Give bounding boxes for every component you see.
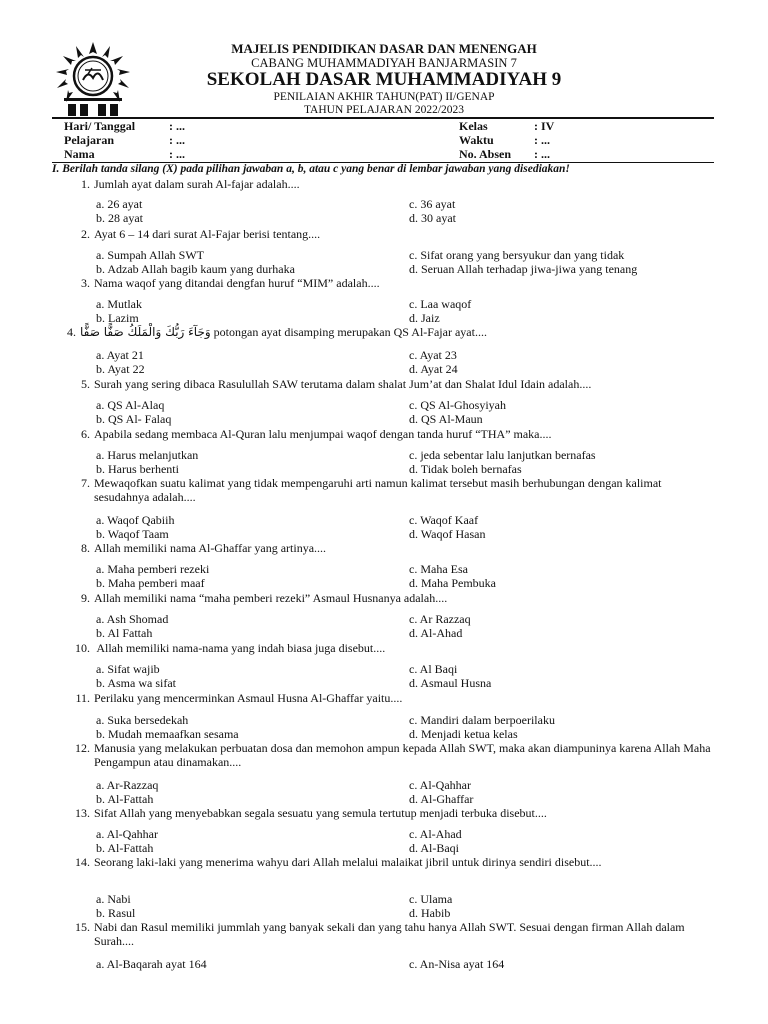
option-10d: d. Asmaul Husna (409, 676, 492, 690)
question-11: 11. Perilaku yang mencerminkan Asmaul Husna Al-Ghaffar yaitu.... (75, 691, 403, 705)
option-11c: c. Mandiri dalam berpoerilaku (409, 713, 555, 727)
option-14d: d. Habib (409, 906, 451, 920)
option-9d: d. Al-Ahad (409, 626, 463, 640)
question-15: 15. Nabi dan Rasul memiliki jummlah yang banyak sekali dan yang tahu hanya Allah SWT. Sesuai dengan firman Allah dalam Surah.... (75, 920, 685, 948)
option-14c: c. Ulama (409, 892, 453, 906)
option-12b: b. Al-Fattah (96, 792, 154, 806)
option-11b: b. Mudah memaafkan sesama (96, 727, 239, 741)
option-2d: d. Seruan Allah terhadap jiwa-jiwa yang tenang (409, 262, 638, 276)
option-4b: b. Ayat 22 (96, 362, 145, 376)
option-11a: a. Suka bersedekah (96, 713, 189, 727)
question-3: 3. Nama waqof yang ditandai dengfan huruf “MIM” adalah.... (81, 276, 380, 290)
option-8b: b. Maha pemberi maaf (96, 576, 205, 590)
option-7d: d. Waqof Hasan (409, 527, 486, 541)
option-4c: c. Ayat 23 (409, 348, 457, 362)
option-1a: a. 26 ayat (96, 197, 143, 211)
option-15a: a. Al-Baqarah ayat 164 (96, 957, 207, 971)
option-5d: d. QS Al-Maun (409, 412, 483, 426)
option-14a: a. Nabi (96, 892, 131, 906)
option-5a: a. QS Al-Alaq (96, 398, 165, 412)
option-4d: d. Ayat 24 (409, 362, 458, 376)
question-7: 7. Mewaqofkan suatu kalimat yang tidak mempengaruhi arti namun kalimat tersebut masih berhubungan dengan kalimat sesudahnya adalah.... (81, 476, 662, 504)
question-9: 9. Allah memiliki nama “maha pemberi rezeki” Asmaul Husnanya adalah.... (81, 591, 448, 605)
muhammadiyah-logo-icon (50, 40, 136, 120)
option-10b: b. Asma wa sifat (96, 676, 176, 690)
option-11d: d. Menjadi ketua kelas (409, 727, 518, 741)
option-5b: b. QS Al- Falaq (96, 412, 172, 426)
header-line-2: CABANG MUHAMMADIYAH BANJARMASIN 7 (251, 56, 517, 70)
question-5: 5. Surah yang sering dibaca Rasulullah SAW terutama dalam shalat Jum’at dan Shalat Idul Idain adalah.... (81, 377, 592, 391)
option-10a: a. Sifat wajib (96, 662, 160, 676)
option-12a: a. Ar-Razzaq (96, 778, 159, 792)
instruction: I. Berilah tanda silang (X) pada pilihan jawaban a, b, atau c yang benar di lembar jawaban yang disediakan! (52, 163, 570, 175)
option-2b: b. Adzab Allah bagib kaum yang durhaka (96, 262, 295, 276)
option-9c: c. Ar Razzaq (409, 612, 471, 626)
info-time: Waktu : ... (459, 133, 550, 147)
exam-title: PENILAIAN AKHIR TAHUN(PAT) II/GENAP (273, 91, 495, 103)
info-date: Hari/ Tanggal : ... (64, 119, 185, 133)
option-6a: a. Harus melanjutkan (96, 448, 199, 462)
option-8d: d. Maha Pembuka (409, 576, 496, 590)
question-6: 6. Apabila sedang membaca Al-Quran lalu menjumpai waqof dengan tanda huruf “THA” maka.... (81, 427, 552, 441)
question-2: 2. Ayat 6 – 14 dari surat Al-Fajar berisi tentang.... (81, 227, 321, 241)
option-3c: c. Laa waqof (409, 297, 472, 311)
option-13b: b. Al-Fattah (96, 841, 154, 855)
question-12: 12. Manusia yang melakukan perbuatan dosa dan memohon ampun kepada Allah SWT, maka akan diampuninya karena Allah Maha Pengampun atau dinamakan.... (75, 741, 711, 769)
option-3b: b. Lazim (96, 311, 139, 325)
info-name: Nama : ... (64, 147, 185, 161)
option-6c: c. jeda sebentar lalu lanjutkan bernafas (409, 448, 596, 462)
arabic-verse: وَجَآءَ رَبُّكَ وَالْمَلَكُ صَفًّا صَفًّا (80, 325, 211, 339)
option-9b: b. Al Fattah (96, 626, 153, 640)
option-6d: d. Tidak boleh bernafas (409, 462, 522, 476)
question-8: 8. Allah memiliki nama Al-Ghaffar yang artinya.... (81, 541, 327, 555)
option-7c: c. Waqof Kaaf (409, 513, 479, 527)
question-10: 10. Allah memiliki nama-nama yang indah biasa juga disebut.... (75, 641, 386, 655)
info-class: Kelas : IV (459, 119, 555, 133)
option-13a: a. Al-Qahhar (96, 827, 158, 841)
option-1c: c. 36 ayat (409, 197, 456, 211)
option-4a: a. Ayat 21 (96, 348, 144, 362)
question-1: 1. Jumlah ayat dalam surah Al-fajar adalah.... (81, 177, 300, 191)
question-14: 14. Seorang laki-laki yang menerima wahyu dari Allah melalui malaikat jibril untuk dirinya sendiri disebut.... (75, 855, 602, 869)
option-7b: b. Waqof Taam (96, 527, 169, 541)
option-2c: c. Sifat orang yang bersyukur dan yang tidak (409, 248, 625, 262)
option-12d: d. Al-Ghaffar (409, 792, 474, 806)
option-1d: d. 30 ayat (409, 211, 456, 225)
option-7a: a. Waqof Qabiih (96, 513, 175, 527)
header-line-1: MAJELIS PENDIDIKAN DASAR DAN MENENGAH (231, 41, 537, 56)
question-4: 4. وَجَآءَ رَبُّكَ وَالْمَلَكُ صَفًّا صَفًّا potongan ayat disamping merupakan QS Al-Fajar ayat.... (67, 325, 487, 339)
school-name: SEKOLAH DASAR MUHAMMADIYAH 9 (206, 69, 562, 90)
option-9a: a. Ash Shomad (96, 612, 169, 626)
option-13c: c. Al-Ahad (409, 827, 462, 841)
option-10c: c. Al Baqi (409, 662, 458, 676)
option-14b: b. Rasul (96, 906, 136, 920)
question-13: 13. Sifat Allah yang menyebabkan segala sesuatu yang semula tertutup menjadi terbuka disebut.... (75, 806, 547, 820)
option-2a: a. Sumpah Allah SWT (96, 248, 204, 262)
option-1b: b. 28 ayat (96, 211, 143, 225)
option-13d: d. Al-Baqi (409, 841, 459, 855)
option-3d: d. Jaiz (409, 311, 440, 325)
option-8c: c. Maha Esa (409, 562, 468, 576)
option-5c: c. QS Al-Ghosyiyah (409, 398, 506, 412)
option-15c: c. An-Nisa ayat 164 (409, 957, 505, 971)
option-8a: a. Maha pemberi rezeki (96, 562, 210, 576)
info-subject: Pelajaran : ... (64, 133, 185, 147)
option-3a: a. Mutlak (96, 297, 142, 311)
option-12c: c. Al-Qahhar (409, 778, 471, 792)
option-6b: b. Harus berhenti (96, 462, 179, 476)
academic-year: TAHUN PELAJARAN 2022/2023 (303, 104, 465, 116)
info-absen: No. Absen : ... (459, 147, 550, 161)
